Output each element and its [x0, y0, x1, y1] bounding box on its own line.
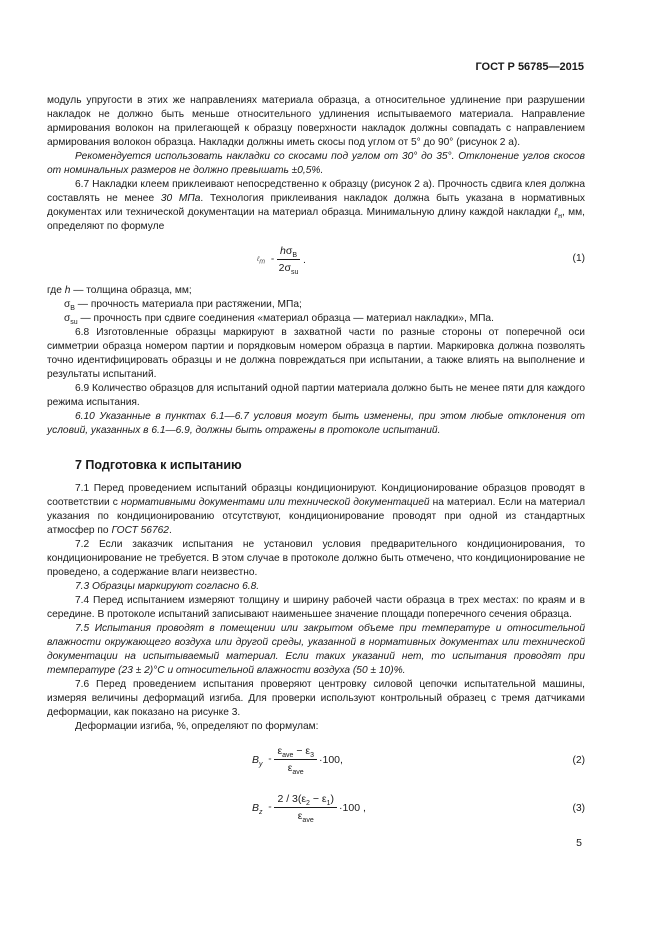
length-symbol-sub: н: [558, 213, 562, 221]
formula-3-denominator: $\varepsilon_{ave}$: [297, 810, 314, 825]
formula-3-tail: ·100 ,: [339, 801, 366, 814]
section-heading-7: 7 Подготовка к испытанию: [75, 458, 242, 472]
formula-2-fraction: [274, 744, 317, 775]
paragraph-6-7: [47, 178, 585, 234]
formula-1-lhs: ℓ$_т$: [257, 255, 266, 265]
page-content: [47, 94, 585, 836]
formula-2-number: (2): [572, 755, 585, 766]
paragraph-7-3: 7.3 Образцы маркируют согласно 6.8.: [75, 581, 260, 592]
length-symbol: ℓ: [554, 207, 559, 218]
definition-sigma-su: $\sigma_{su}$ — прочность при сдвиге соединения «материал образца — материал накладки», МПа.: [64, 313, 494, 327]
formula-1: [47, 240, 585, 280]
text-segment-italic: 30 МПа: [160, 193, 201, 204]
formula-3-fraction: [274, 792, 337, 823]
paragraph-6-9: 6.9 Количество образцов для испытаний одной партии материала должно быть не менее пяти для каждого режима испытания.: [47, 383, 585, 408]
paragraph-6-10: 6.10 Указанные в пунктах 6.1—6.7 условия могут быть изменены, при этом любые отклонения от условий, указанных в 6.1—6.9, должны быть отражены в протоколе испытаний.: [47, 411, 585, 436]
formula-3-lhs: $B_z$: [252, 801, 263, 816]
paragraph-7-6-formulas-intro: Деформации изгиба, %, определяют по формулам:: [75, 721, 319, 732]
formula-2-tail: ·100,: [318, 753, 343, 766]
formula-1-numerator: $h\sigma_B$: [277, 244, 300, 260]
paragraph-7-5: 7.5 Испытания проводят в помещении или закрытом объеме при температуре и относительной влажности окружающего воздуха или другой среды, указанной в нормативных документах или технической документации на испытываемый материал. Если таких указаний нет, то испытания проводят при температуре (23 ± 2)°С и относительной влажности воздуха (50 ± 10)%.: [47, 623, 585, 676]
formula-3-sign: =: [268, 804, 272, 811]
text-segment: . Технология приклеивания накладок должна быть указана в нормативных документах или технической документации на материал образца. Минимальную длину каждой накладки: [47, 193, 585, 218]
formula-2-numerator: $\varepsilon_{ave} - \varepsilon_3$: [274, 744, 317, 760]
formula-1-number: (1): [572, 253, 585, 264]
page-number: 5: [576, 837, 582, 849]
paragraph-6-8: 6.8 Изготовленные образцы маркируют в захватной части по разные стороны от поперечной оси симметрии образца номером партии и порядковым номером образца в партии. Маркировка должна позволять точно идентифицировать образцы и не должна повреждаться при испытании, а также влиять на выполнение и результаты испытаний.: [47, 327, 585, 380]
formula-1-denominator: $2\sigma_{su}$: [278, 262, 299, 277]
formula-3: [47, 790, 585, 832]
formula-1-definitions: [47, 284, 585, 326]
definition-h: где h — толщина образца, мм;: [47, 285, 192, 296]
formula-2-lhs: $B_y$: [252, 753, 263, 768]
formula-1-sign: =: [271, 256, 275, 263]
text-segment: , мм, определяют по формуле: [47, 207, 586, 232]
definition-sigma-b: $\sigma_B$ — прочность материала при растяжении, МПа;: [64, 299, 302, 313]
formula-1-fraction: [277, 244, 300, 275]
paragraph-7-1: 7.1 Перед проведением испытаний образцы кондиционируют. Кондиционирование образцов проводят в соответствии с нормативными документами или технической документацией на материал. Если на материал указания по кондиционированию отсутствуют, кондиционирование проводят при одной из стандартных атмосфер по ГОСТ 56762.: [47, 483, 586, 536]
formula-2: [47, 742, 585, 784]
document-code: ГОСТ Р 56785—2015: [475, 61, 584, 73]
text-segment: 6.7 Накладки клеем приклеивают непосредственно к образцу (рисунок 2 а). Прочность сдвига клея должна составлять не менее: [47, 179, 585, 204]
formula-3-numerator: $2 / 3(\varepsilon_2 - \varepsilon_1)$: [274, 792, 337, 808]
formula-2-sign: =: [268, 756, 272, 763]
paragraph-7-2: 7.2 Если заказчик испытания не установил условия предварительного кондиционирования, то кондиционирование не требуется. В этом случае в протоколе должно быть отмечено, что кондиционирование не проведено, а содержание влаги неизвестно.: [47, 539, 585, 578]
formula-3-number: (3): [572, 803, 585, 814]
formula-1-tail: .: [303, 253, 306, 266]
formula-2-denominator: $\varepsilon_{ave}$: [287, 762, 304, 777]
paragraph-7-6: 7.6 Перед проведением испытания проверяют центровку силовой цепочки испытательной машины, измеряя величины деформаций изгиба. Для проверки используют контрольный образец с тремя датчиками деформации, как показано на рисунке 3.: [47, 679, 585, 718]
paragraph-continuation: модуль упругости в этих же направлениях материала образца, а относительное удлинение при разрушении накладок не должно быть меньше относительного удлинения испытываемого материала. Направление армирования волокон на прилегающей к образцу поверхности накладок должны совпадать с направлением армирования волокон образца. Накладки должны иметь скосы под углом от 5° до 90° (рисунок 2 а).: [47, 95, 585, 148]
paragraph-recommendation: Рекомендуется использовать накладки со скосами под углом от 30° до 35°. Отклонение углов скосов от номинальных размеров не должно превышать ±0,5%.: [47, 151, 585, 176]
paragraph-7-4: 7.4 Перед испытанием измеряют толщину и ширину рабочей части образца в трех местах: по краям и в середине. В протоколе испытаний записывают наименьшее значение площади поперечного сечения образца.: [47, 595, 585, 620]
